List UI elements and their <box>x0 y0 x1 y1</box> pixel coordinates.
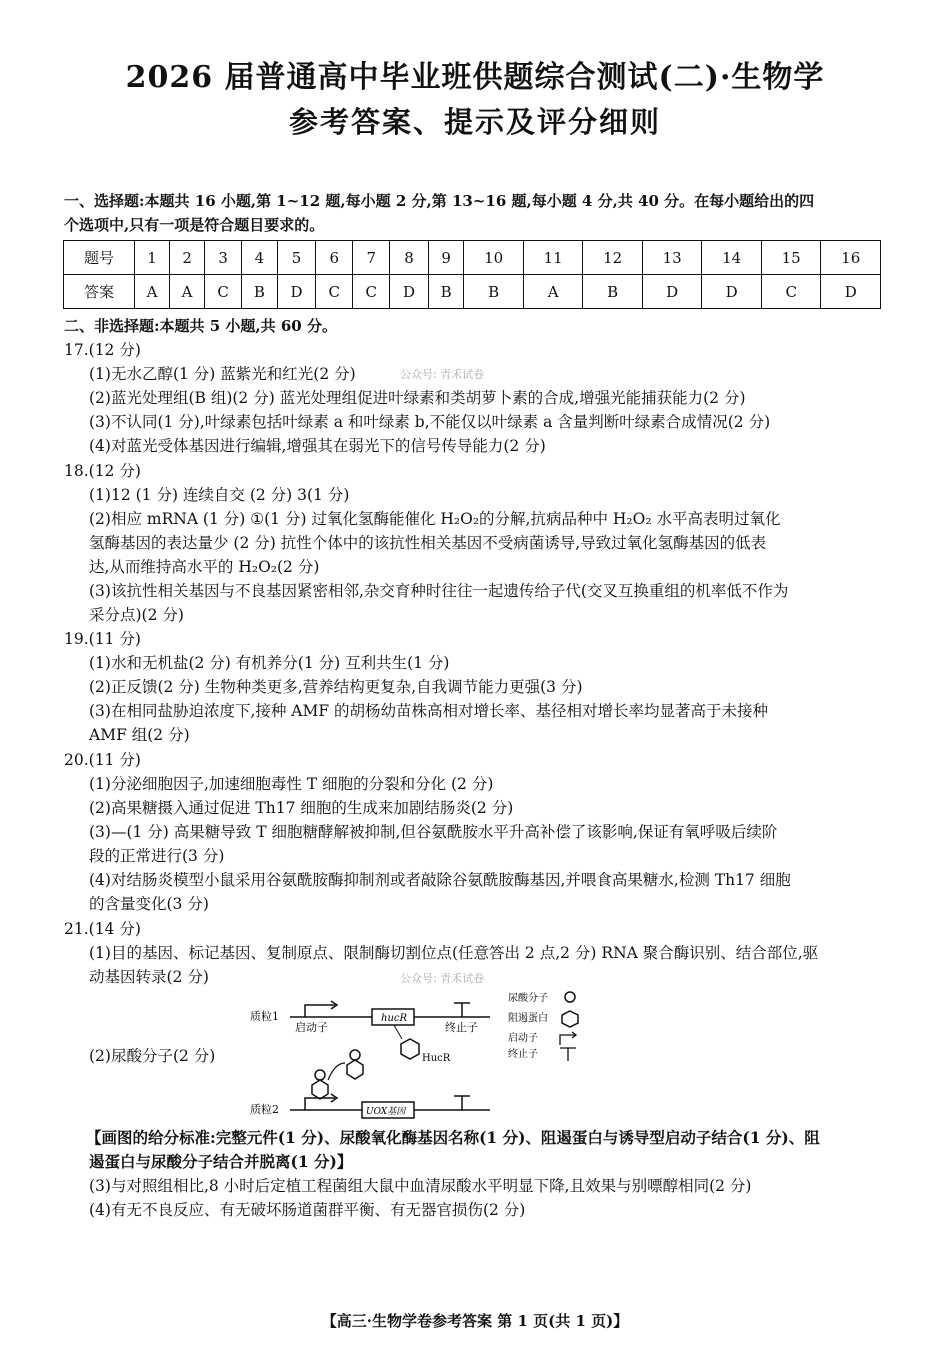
table-cell: D <box>277 275 316 309</box>
promoter-label: 启动子 <box>295 1021 328 1034</box>
table-cell: 1 <box>135 241 170 275</box>
q19-answer-2: (2)正反馈(2 分) 生物种类更多,营养结构更复杂,自我调节能力更强(3 分) <box>89 678 583 696</box>
UOX-gene-label: UOX基因 <box>366 1107 406 1117</box>
table-cell: D <box>821 275 881 309</box>
table-cell: C <box>353 275 390 309</box>
terminator-label: 终止子 <box>445 1021 478 1034</box>
table-cell: A <box>523 275 583 309</box>
terminator-icon <box>454 1096 470 1110</box>
q20-answer-1: (1)分泌细胞因子,加速细胞毒性 T 细胞的分裂和分化 (2 分) <box>89 775 494 793</box>
q17-answer-4: (4)对蓝光受体基因进行编辑,增强其在弱光下的信号传导能力(2 分) <box>89 437 546 455</box>
table-cell: 9 <box>428 241 464 275</box>
watermark: 公众号: 青禾试卷 <box>400 972 485 985</box>
q21-label: 21.(14 分) <box>64 920 141 938</box>
legend-terminator-icon <box>560 1048 576 1061</box>
table-cell: D <box>390 275 429 309</box>
page-footer: 【高三·生物学卷参考答案 第 1 页(共 1 页)】 <box>321 1312 629 1330</box>
q19-answer-1: (1)水和无机盐(2 分) 有机养分(1 分) 互利共生(1 分) <box>89 654 450 672</box>
section2-heading: 二、非选择题:本题共 5 小题,共 60 分。 <box>64 317 337 335</box>
repressor-protein-icon <box>347 1060 363 1079</box>
q21-answer-1-cont: 动基因转录(2 分) <box>89 968 209 986</box>
section1-heading-line2: 个选项中,只有一项是符合题目要求的。 <box>64 216 325 234</box>
q19-answer-3-cont: AMF 组(2 分) <box>89 726 190 744</box>
expression-line <box>394 1025 402 1039</box>
terminator-icon <box>454 1003 470 1017</box>
promoter-arrow-icon <box>305 1005 335 1017</box>
q17-answer-2: (2)蓝光处理组(B 组)(2 分) 蓝光处理组促进叶绿素和类胡萝卜素的合成,增强光能捕获能力(2 分) <box>89 389 746 407</box>
uric-acid-molecule-icon <box>315 1070 325 1080</box>
q20-label: 20.(11 分) <box>64 751 141 769</box>
q18-answer-1: (1)12 (1 分) 连续自交 (2 分) 3(1 分) <box>89 486 350 504</box>
table-cell: 5 <box>277 241 316 275</box>
repressor-protein-icon <box>312 1080 328 1099</box>
q19-answer-3: (3)在相同盐胁迫浓度下,接种 AMF 的胡杨幼苗株高相对增长率、基径相对增长率均显著高于未接种 <box>89 702 769 720</box>
table-cell: A <box>170 275 205 309</box>
plasmid-diagram <box>240 985 600 1120</box>
table-row-numbers <box>64 241 881 275</box>
q20-answer-3-cont: 段的正常进行(3 分) <box>89 847 225 865</box>
q21-answer-3: (3)与对照组相比,8 小时后定植工程菌组大鼠中血清尿酸水平明显下降,且效果与别嘌醇相同(2 分) <box>89 1177 752 1195</box>
table-row-answers <box>64 275 881 309</box>
q17-answer-1: (1)无水乙醇(1 分) 蓝紫光和红光(2 分) <box>89 365 356 383</box>
table-cell: 2 <box>170 241 205 275</box>
q17-answer-3: (3)不认同(1 分),叶绿素包括叶绿素 a 和叶绿素 b,不能仅以叶绿素 a 含量判断叶绿素合成情况(2 分) <box>89 413 771 431</box>
page-title: 2026 届普通高中毕业班供题综合测试(二)·生物学 <box>125 60 825 95</box>
plasmid1-label: 质粒1 <box>250 1010 279 1023</box>
table-cell: B <box>583 275 643 309</box>
legend-uric-acid-label: 尿酸分子 <box>508 993 548 1004</box>
table-cell: C <box>205 275 242 309</box>
page-subtitle: 参考答案、提示及评分细则 <box>288 105 661 139</box>
table-cell: 15 <box>761 241 821 275</box>
legend-promoter-label: 启动子 <box>508 1033 538 1044</box>
row-label-answer: 答案 <box>64 275 135 309</box>
table-cell: 11 <box>523 241 583 275</box>
table-cell: 8 <box>390 241 429 275</box>
legend-repressor-label: 阻遏蛋白 <box>508 1013 548 1024</box>
table-cell: C <box>316 275 353 309</box>
table-cell: B <box>242 275 278 309</box>
curved-arrow-icon <box>328 1063 345 1080</box>
legend-uric-acid-icon <box>565 992 575 1002</box>
legend-promoter-icon <box>560 1032 576 1045</box>
table-cell: B <box>464 275 524 309</box>
section1-heading-line1: 一、选择题:本题共 16 小题,第 1~12 题,每小题 2 分,第 13~16 题,每小题 4 分,共 40 分。在每小题给出的四 <box>64 192 815 210</box>
q18-label: 18.(12 分) <box>64 462 141 480</box>
q21-grading-note-2: 遏蛋白与尿酸分子结合并脱离(1 分)】 <box>89 1152 353 1171</box>
HucR-protein-label: HucR <box>422 1053 451 1064</box>
hucR-gene-label: hucR <box>381 1013 408 1024</box>
q18-answer-2-cont: 氢酶基因的表达量少 (2 分) 抗性个体中的该抗性相关基因不受病菌诱导,导致过氧化氢酶基因的低表 <box>89 534 767 552</box>
q21-answer-1: (1)目的基因、标记基因、复制原点、限制酶切割位点(任意答出 2 点,2 分) RNA 聚合酶识别、结合部位,驱 <box>89 944 819 962</box>
q21-answer-2: (2)尿酸分子(2 分) <box>89 1047 216 1065</box>
q20-answer-4: (4)对结肠炎模型小鼠采用谷氨酰胺酶抑制剂或者敲除谷氨酰胺酶基因,并喂食高果糖水,检测 Th17 细胞 <box>89 871 791 889</box>
q18-answer-3: (3)该抗性相关基因与不良基因紧密相邻,杂交育种时往往一起遗传给子代(交叉互换重组的机率低不作为 <box>89 582 789 600</box>
table-cell: 4 <box>242 241 278 275</box>
answer-table <box>63 240 881 309</box>
q20-answer-4-cont: 的含量变化(3 分) <box>89 895 209 913</box>
q20-answer-3: (3)—(1 分) 高果糖导致 T 细胞糖酵解被抑制,但谷氨酰胺水平升高补偿了该影响,保证有氧呼吸后续阶 <box>89 823 778 841</box>
table-cell: D <box>642 275 702 309</box>
legend-terminator-label: 终止子 <box>508 1049 538 1060</box>
q21-grading-note-1: 【画图的给分标准:完整元件(1 分)、尿酸氧化酶基因名称(1 分)、阻遏蛋白与诱导型启动子结合(1 分)、阻 <box>86 1128 820 1147</box>
legend-repressor-icon <box>562 1011 578 1027</box>
watermark: 公众号: 青禾试卷 <box>400 368 485 381</box>
uric-acid-molecule-icon <box>350 1050 360 1060</box>
table-cell: 12 <box>583 241 643 275</box>
table-cell: C <box>761 275 821 309</box>
q21-answer-4: (4)有无不良反应、有无破坏肠道菌群平衡、有无器官损伤(2 分) <box>89 1201 526 1219</box>
q18-answer-3-cont: 采分点)(2 分) <box>89 606 184 624</box>
table-cell: A <box>135 275 170 309</box>
q19-label: 19.(11 分) <box>64 630 141 648</box>
table-cell: 6 <box>316 241 353 275</box>
table-cell: 7 <box>353 241 390 275</box>
q17-label: 17.(12 分) <box>64 341 141 359</box>
table-cell: 3 <box>205 241 242 275</box>
q20-answer-2: (2)高果糖摄入通过促进 Th17 细胞的生成来加剧结肠炎(2 分) <box>89 799 514 817</box>
table-cell: 16 <box>821 241 881 275</box>
q18-answer-2: (2)相应 mRNA (1 分) ①(1 分) 过氧化氢酶能催化 H₂O₂的分解,抗病品种中 H₂O₂ 水平高表明过氧化 <box>89 510 781 528</box>
row-label-number: 题号 <box>64 241 135 275</box>
table-cell: 10 <box>464 241 524 275</box>
plasmid2-label: 质粒2 <box>250 1103 279 1116</box>
repressor-protein-icon <box>401 1039 419 1059</box>
table-cell: B <box>428 275 464 309</box>
table-cell: 13 <box>642 241 702 275</box>
table-cell: D <box>702 275 762 309</box>
table-cell: 14 <box>702 241 762 275</box>
q18-answer-2-cont2: 达,从而维持高水平的 H₂O₂(2 分) <box>89 558 320 576</box>
